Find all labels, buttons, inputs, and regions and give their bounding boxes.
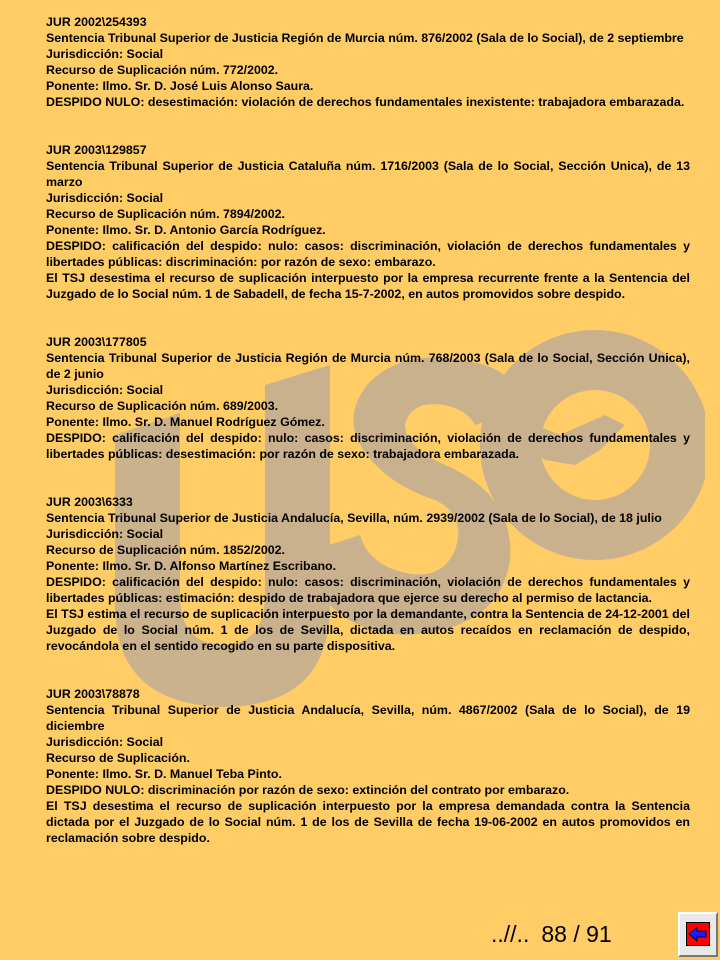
- entry-judge: Ponente: Ilmo. Sr. D. Alfonso Martínez Escribano.: [46, 559, 337, 573]
- entry-judge: Ponente: Ilmo. Sr. D. Manuel Teba Pinto.: [46, 767, 282, 781]
- entry-note: El TSJ estima el recurso de suplicación interpuesto por la demandante, contra la Sentencia de 24-12-2001 del Juzgado de lo Social núm. 1 de los de Sevilla, dictada en autos recaídos en reclamación de despido, revocándola en el sentido recogido en su parte dispositiva.: [46, 607, 690, 653]
- entry-judge: Ponente: Ilmo. Sr. D. Antonio García Rodríguez.: [46, 223, 326, 237]
- jurisprudence-entry: [46, 494, 690, 654]
- entry-summary: DESPIDO: calificación del despido: nulo: casos: discriminación, violación de derechos fundamentales y libertades públicas: estimación: despido de trabajadora que ejerce su derecho al permiso de lactancia.: [46, 575, 690, 605]
- entry-reference: JUR 2003\177805: [46, 335, 147, 349]
- entry-appeal: Recurso de Suplicación núm. 7894/2002.: [46, 207, 285, 221]
- entry-note: El TSJ desestima el recurso de suplicación interpuesto por la empresa recurrente frente a la Sentencia del Juzgado de lo Social núm. 1 de Sabadell, de fecha 15-7-2002, en autos promovidos sobre despido.: [46, 271, 690, 301]
- entry-note: El TSJ desestima el recurso de suplicación interpuesto por la empresa demandada contra la Sentencia dictada por el Juzgado de lo Social núm. 1 de los de Sevilla de fecha 19-06-2002 en autos promovidos en reclamación sobre despido.: [46, 799, 690, 845]
- entry-summary: DESPIDO NULO: discriminación por razón de sexo: extinción del contrato por embarazo.: [46, 783, 570, 797]
- entry-appeal: Recurso de Suplicación.: [46, 751, 190, 765]
- continuation-marker: ..//..: [491, 921, 530, 947]
- page-navigation: [491, 921, 612, 948]
- entry-judge: Ponente: Ilmo. Sr. D. Manuel Rodríguez Gómez.: [46, 415, 325, 429]
- entry-court: Sentencia Tribunal Superior de Justicia Andalucía, Sevilla, núm. 2939/2002 (Sala de lo Social), de 18 julio: [46, 511, 662, 525]
- page-indicator: 88 / 91: [541, 921, 612, 947]
- entry-court: Sentencia Tribunal Superior de Justicia Andalucía, Sevilla, núm. 4867/2002 (Sala de lo Social), de 19 diciembre: [46, 703, 690, 733]
- entry-summary: DESPIDO: calificación del despido: nulo: casos: discriminación, violación de derechos fundamentales y libertades públicas: desestimación: por razón de sexo: trabajadora embarazada.: [46, 431, 690, 461]
- jurisprudence-list: [46, 14, 690, 878]
- jurisprudence-entry: [46, 14, 690, 110]
- entry-reference: JUR 2003\129857: [46, 143, 147, 157]
- jurisprudence-entry: [46, 142, 690, 302]
- entry-appeal: Recurso de Suplicación núm. 772/2002.: [46, 63, 279, 77]
- entry-court: Sentencia Tribunal Superior de Justicia Cataluña núm. 1716/2003 (Sala de lo Social, Sección Unica), de 13 marzo: [46, 159, 690, 189]
- entry-appeal: Recurso de Suplicación núm. 1852/2002.: [46, 543, 285, 557]
- jurisprudence-entry: [46, 334, 690, 462]
- entry-reference: JUR 2003\6333: [46, 495, 133, 509]
- entry-judge: Ponente: Ilmo. Sr. D. José Luis Alonso Saura.: [46, 79, 314, 93]
- entry-summary: DESPIDO NULO: desestimación: violación de derechos fundamentales inexistente: trabajadora embarazada.: [46, 95, 685, 109]
- entry-jurisdiction: Jurisdicción: Social: [46, 735, 164, 749]
- back-arrow-box: [686, 922, 710, 946]
- entry-appeal: Recurso de Suplicación núm. 689/2003.: [46, 399, 279, 413]
- entry-summary: DESPIDO: calificación del despido: nulo: casos: discriminación, violación de derechos fundamentales y libertades públicas: discriminación: por razón de sexo: embarazo.: [46, 239, 690, 269]
- entry-court: Sentencia Tribunal Superior de Justicia Región de Murcia núm. 768/2003 (Sala de lo Social, Sección Unica), de 2 junio: [46, 351, 690, 381]
- entry-reference: JUR 2003\78878: [46, 687, 140, 701]
- back-arrow-icon: [687, 923, 709, 945]
- entry-court: Sentencia Tribunal Superior de Justicia Región de Murcia núm. 876/2002 (Sala de lo Social), de 2 septiembre: [46, 31, 684, 45]
- entry-reference: JUR 2002\254393: [46, 15, 147, 29]
- jurisprudence-entry: [46, 686, 690, 846]
- entry-jurisdiction: Jurisdicción: Social: [46, 383, 164, 397]
- back-button[interactable]: [678, 912, 718, 957]
- entry-jurisdiction: Jurisdicción: Social: [46, 527, 164, 541]
- entry-jurisdiction: Jurisdicción: Social: [46, 47, 164, 61]
- entry-jurisdiction: Jurisdicción: Social: [46, 191, 164, 205]
